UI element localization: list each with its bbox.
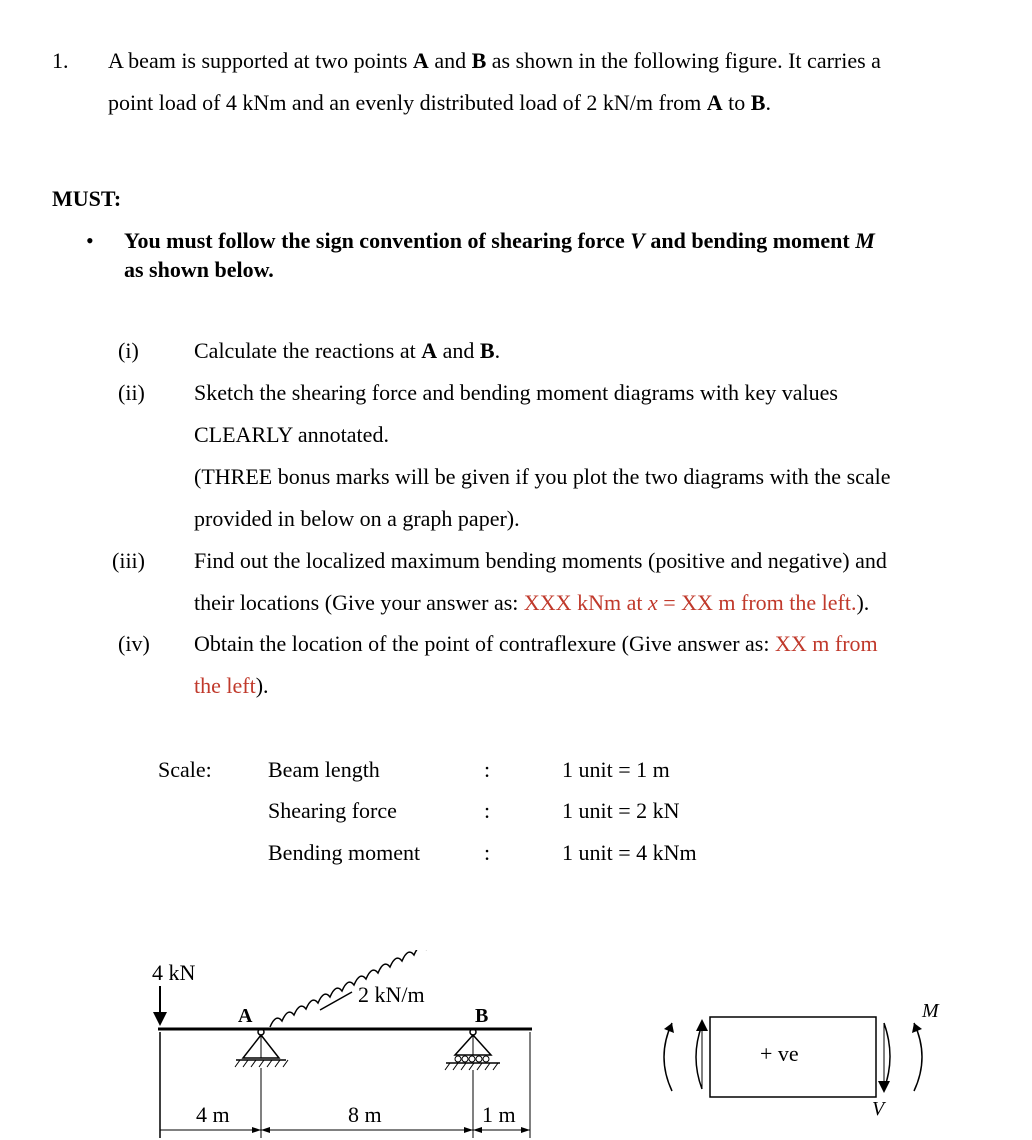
item-iii-line-1: Find out the localized maximum bending moments (positive and negative) and <box>194 548 887 573</box>
scale-row-name: Shearing force <box>268 798 397 823</box>
pin-support-a <box>235 1029 288 1067</box>
item-ii-line-4: provided in below on a graph paper). <box>194 506 520 531</box>
question-text: A beam is supported at two points <box>108 48 413 73</box>
item-number: (iii) <box>112 548 145 573</box>
scale-row-sep: : <box>484 798 491 823</box>
scale-row-sep: : <box>484 757 491 782</box>
item-number: (i) <box>118 338 139 363</box>
point-b-ref: B <box>750 90 766 115</box>
left-shear-arrowhead <box>696 1019 708 1031</box>
question-text: point load of 4 kNm and an evenly distributed load of 2 kN/m from <box>108 90 707 115</box>
scale-row-name: Bending moment <box>268 840 421 865</box>
udl-label: 2 kN/m <box>358 982 425 1007</box>
dimension-label-2: 8 m <box>348 1102 382 1127</box>
answer-format: XX m from <box>774 631 878 656</box>
point-a-ref: A <box>412 48 429 73</box>
answer-format: the left <box>194 673 256 698</box>
scale-row-value: 1 unit = 4 kNm <box>562 840 697 865</box>
item-ii-line-3: (THREE bonus marks will be given if you plot the two diagrams with the scale <box>194 464 891 489</box>
scale-label: Scale: <box>158 757 212 782</box>
support-b-label: B <box>475 1005 489 1027</box>
scale-row-name: Beam length <box>268 757 380 782</box>
item-iii-line-2: their locations (Give your answer as: XXX kNm at x = XX m from the left.). <box>194 590 870 615</box>
item-ii-line-2: CLEARLY annotated. <box>194 422 389 447</box>
scale-row-value: 1 unit = 1 m <box>562 757 670 782</box>
point-a-ref: A <box>706 90 723 115</box>
question-text: as shown in the following figure. It carries a <box>486 48 881 73</box>
must-line-2: as shown below. <box>124 257 274 282</box>
point-b-ref: B <box>471 48 487 73</box>
bullet: • <box>86 228 94 253</box>
m-symbol: M <box>855 228 875 253</box>
sign-convention-figure <box>650 995 950 1125</box>
item-ii-line-1: Sketch the shearing force and bending moment diagrams with key values <box>194 380 838 405</box>
must-heading: MUST: <box>52 186 122 211</box>
item-iv-line-1: Obtain the location of the point of contraflexure (Give answer as: XX m from <box>194 631 878 656</box>
moment-label: M <box>922 1000 939 1022</box>
item-number: (ii) <box>118 380 145 405</box>
right-moment-arc <box>914 1023 922 1091</box>
point-load-arrowhead <box>153 1012 167 1026</box>
dimension-arrowhead <box>473 1127 482 1133</box>
v-symbol: V <box>630 228 645 253</box>
right-shear-arrow <box>884 1023 890 1089</box>
scale-row-sep: : <box>484 840 491 865</box>
support-a-label: A <box>238 1005 253 1027</box>
shear-label: V <box>872 1098 885 1120</box>
positive-label: + ve <box>760 1041 799 1066</box>
scale-row-value: 1 unit = 2 kN <box>562 798 680 823</box>
left-shear-arrow <box>696 1025 702 1089</box>
question-line-1 <box>108 48 881 74</box>
dimension-arrowhead <box>464 1127 473 1133</box>
answer-format: XXX kNm at x = XX m from the left. <box>523 590 857 615</box>
point-load-label: 4 kN <box>152 960 196 985</box>
dimension-arrowhead <box>252 1127 261 1133</box>
left-moment-arc <box>664 1023 672 1091</box>
question-line-2 <box>108 90 771 116</box>
question-text: . <box>765 90 771 115</box>
item-i-text: Calculate the reactions at A and B. <box>194 338 501 363</box>
dimension-label-1: 4 m <box>196 1102 230 1127</box>
dimension-arrowhead <box>521 1127 530 1133</box>
must-line-1: You must follow the sign convention of shearing force V and bending moment M <box>124 228 875 253</box>
question-number: 1. <box>52 48 69 73</box>
right-shear-arrowhead <box>878 1081 890 1093</box>
question-text: to <box>722 90 751 115</box>
item-iv-line-2: the left). <box>194 673 269 698</box>
beam-figure <box>140 950 550 1140</box>
question-text: and <box>428 48 472 73</box>
item-number: (iv) <box>118 631 150 656</box>
dimension-label-3: 1 m <box>482 1102 516 1127</box>
roller-support-b <box>445 1029 500 1070</box>
dimension-arrowhead <box>261 1127 270 1133</box>
